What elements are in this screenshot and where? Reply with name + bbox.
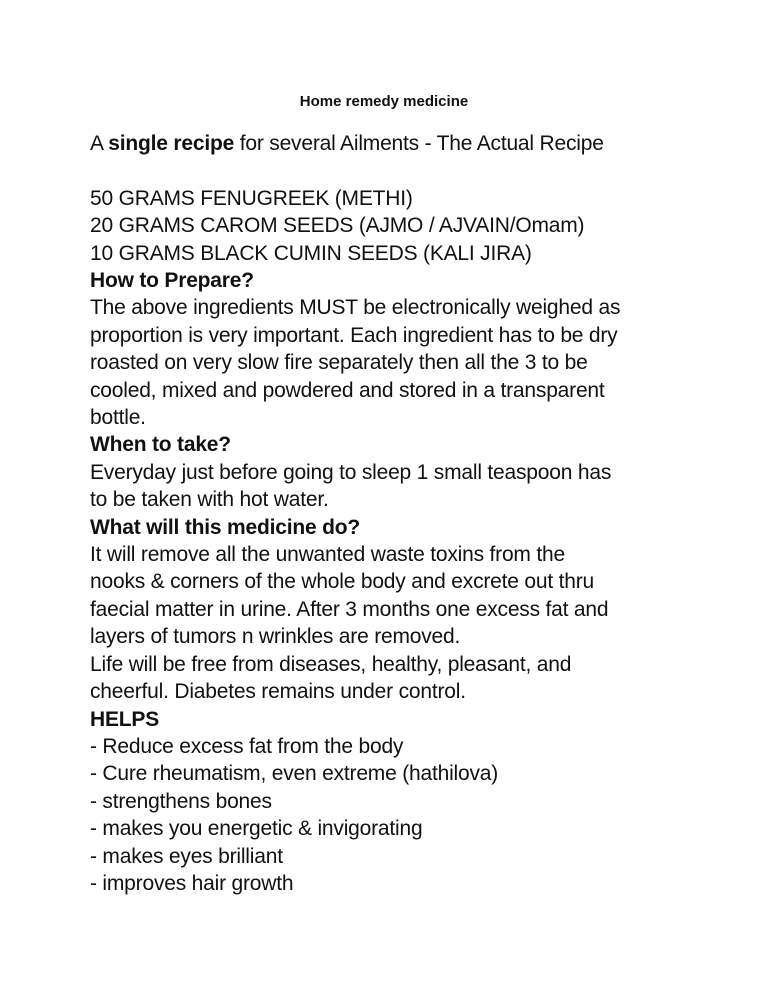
effect-line: layers of tumors n wrinkles are removed. [90,625,461,649]
helps-item: - Reduce excess fat from the body [90,734,404,758]
helps-item: - makes eyes brilliant [90,844,283,868]
helps-item: - strengthens bones [90,789,272,813]
effect-line: cheerful. Diabetes remains under control. [90,680,466,704]
effect-line: It will remove all the unwanted waste toxins from the [90,543,565,567]
prepare-line: proportion is very important. Each ingredient has to be dry [90,323,618,347]
intro-line [90,130,730,157]
when-heading: When to take? [90,433,231,457]
helps-heading: HELPS [90,707,160,731]
effect-line: faecial matter in urine. After 3 months one excess fat and [90,597,609,621]
prepare-line: cooled, mixed and powdered and stored in a transparent [90,378,605,402]
prepare-line: bottle. [90,406,146,430]
prepare-heading: How to Prepare? [90,269,254,293]
intro-suffix: for several Ailments - The Actual Recipe [234,132,604,155]
effect-heading: What will this medicine do? [90,515,360,539]
ingredient-line: 10 GRAMS BLACK CUMIN SEEDS (KALI JIRA) [90,241,532,265]
document-body [90,130,730,897]
helps-item: - makes you energetic & invigorating [90,817,423,841]
when-line: Everyday just before going to sleep 1 small teaspoon has [90,460,612,484]
intro-emphasis: single recipe [108,132,235,155]
ingredient-line: 50 GRAMS FENUGREEK (METHI) [90,186,413,210]
document-title: Home remedy medicine [299,93,469,110]
helps-item: - improves hair growth [90,871,294,895]
when-line: to be taken with hot water. [90,488,329,512]
ingredient-line: 20 GRAMS CAROM SEEDS (AJMO / AJVAIN/Omam) [90,214,585,238]
intro-prefix: A [90,132,109,155]
spacer [90,157,730,184]
prepare-line: roasted on very slow fire separately then all the 3 to be [90,351,588,375]
prepare-line: The above ingredients MUST be electronically weighed as [90,296,621,320]
effect-line: nooks & corners of the whole body and excrete out thru [90,570,595,594]
effect-line: Life will be free from diseases, healthy, pleasant, and [90,652,572,676]
helps-item: - Cure rheumatism, even extreme (hathilova) [90,762,499,786]
